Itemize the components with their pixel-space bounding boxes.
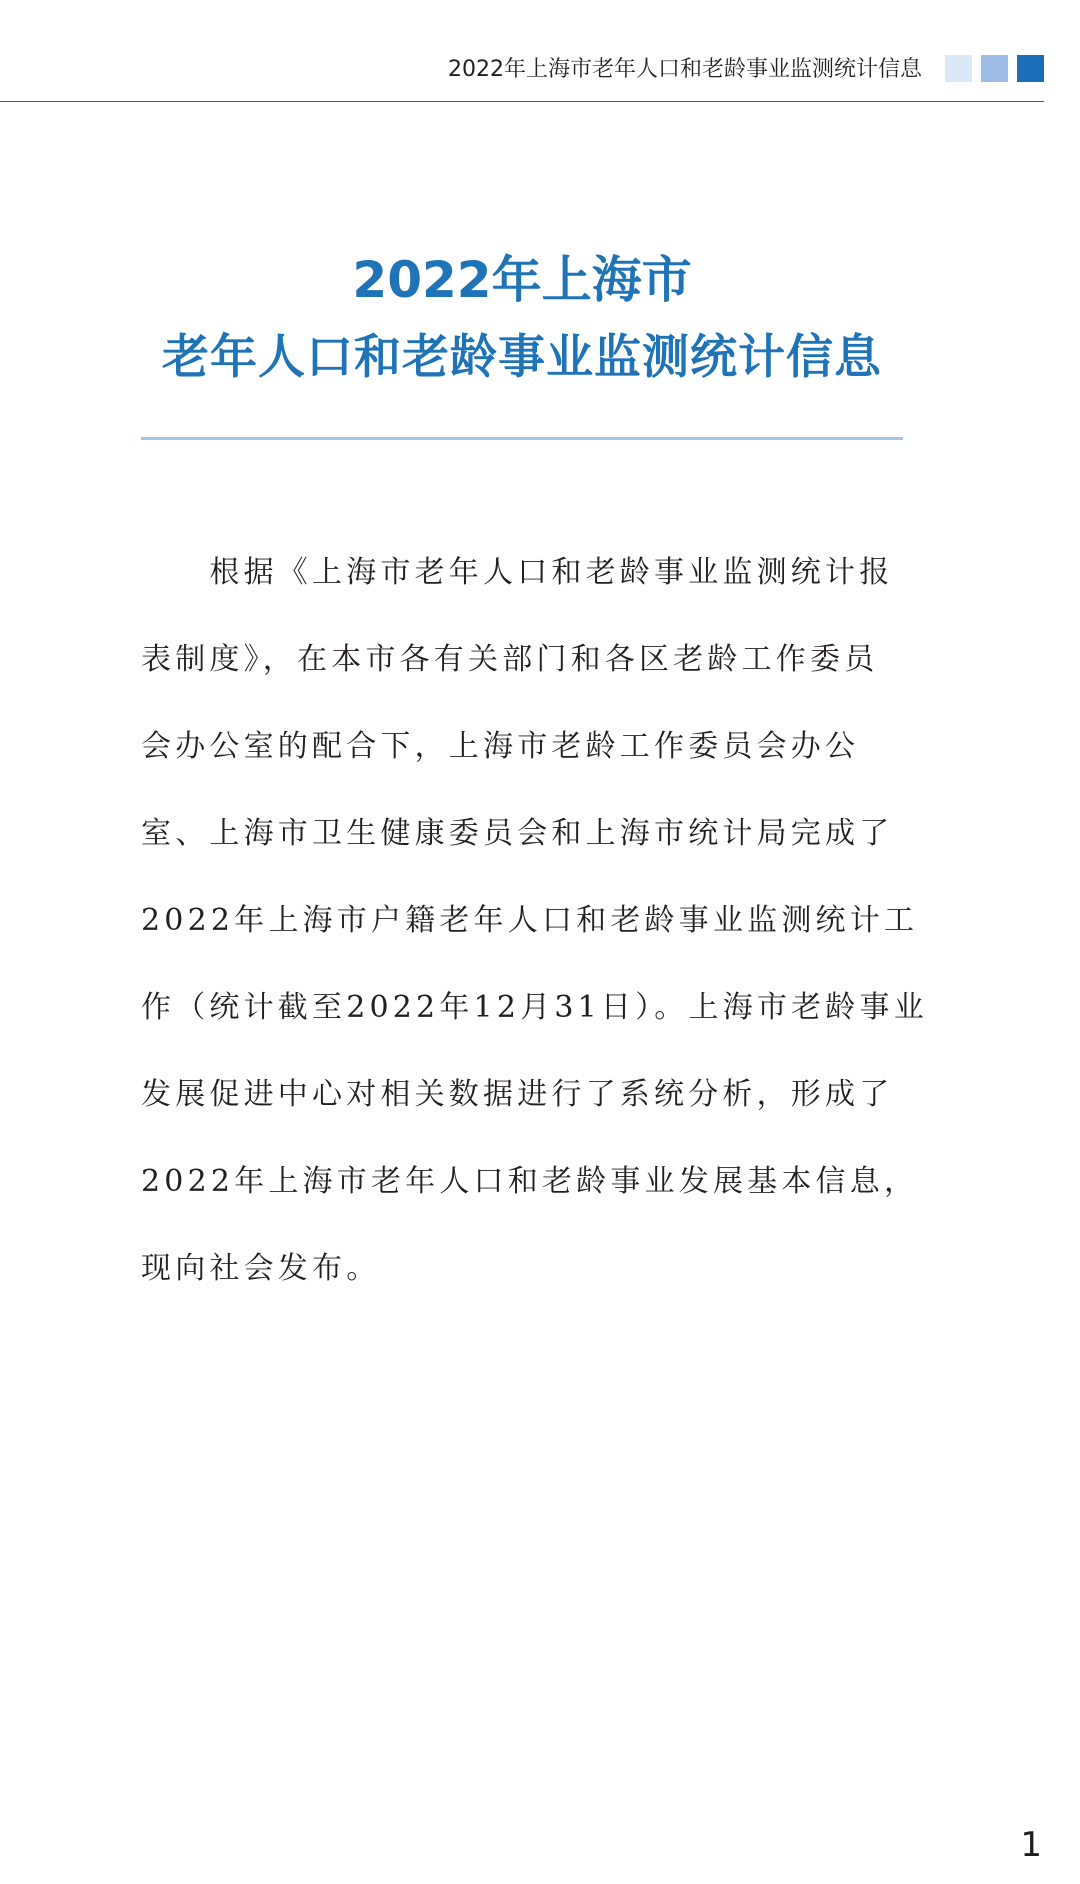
header-divider bbox=[0, 101, 1044, 102]
running-header-title: 2022年上海市老年人口和老龄事业监测统计信息 bbox=[448, 57, 922, 82]
page-title-line-1: 2022年上海市 bbox=[352, 251, 692, 309]
body-line: 现向社会发布。 bbox=[141, 1251, 381, 1286]
body-line: 根据《上海市老年人口和老龄事业监测统计报 bbox=[141, 555, 894, 590]
header-square-medium bbox=[981, 55, 1008, 82]
header-square-dark bbox=[1017, 55, 1044, 82]
body-line: 作（统计截至2022年12月31日）。上海市老龄事业 bbox=[141, 990, 928, 1025]
header-decoration bbox=[945, 55, 1044, 82]
page-number: 1 bbox=[1020, 1825, 1042, 1865]
body-line: 发展促进中心对相关数据进行了系统分析，形成了 bbox=[141, 1077, 894, 1112]
body-line: 室、上海市卫生健康委员会和上海市统计局完成了 bbox=[141, 816, 894, 851]
page-title-line-2: 老年人口和老龄事业监测统计信息 bbox=[162, 330, 882, 385]
body-line: 会办公室的配合下，上海市老龄工作委员会办公 bbox=[141, 729, 860, 764]
title-divider bbox=[141, 437, 903, 440]
body-line: 表制度》，在本市各有关部门和各区老龄工作委员 bbox=[141, 642, 879, 677]
body-line: 2022年上海市户籍老年人口和老龄事业监测统计工 bbox=[141, 903, 919, 938]
body-line: 2022年上海市老年人口和老龄事业发展基本信息， bbox=[141, 1164, 919, 1199]
header-square-light bbox=[945, 55, 972, 82]
body-paragraph bbox=[141, 553, 928, 1336]
